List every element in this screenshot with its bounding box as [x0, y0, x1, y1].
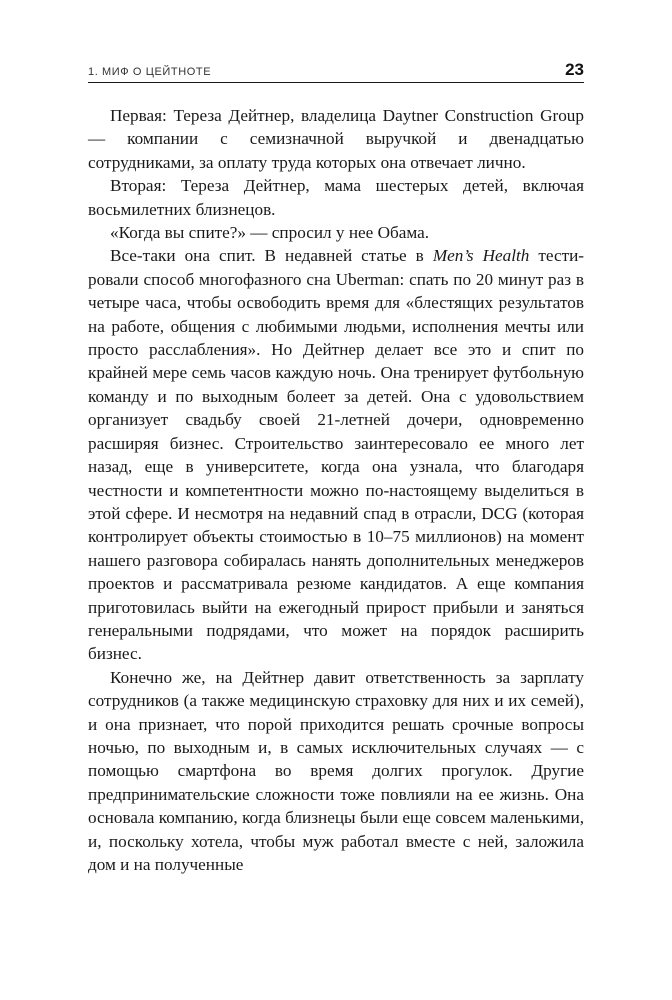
paragraph	[88, 244, 584, 665]
page-number: 23	[565, 60, 584, 79]
paragraph	[88, 174, 584, 221]
paragraph	[88, 666, 584, 877]
paragraph	[88, 221, 584, 244]
body-text	[88, 104, 584, 876]
paragraph-text: Конечно же, на Дейтнер давит ответственность за зарплату сотрудников (а также медицинскую страховку для них и их семей), и она признает, что порой приходится решать срочные вопросы ночью, по выходным и, в самых исключительных случаях — с помощью смартфона во время долгих прогулок. Другие предпринимательские сложности тоже повлияли на ее жизнь. Она основала компанию, когда близнецы были еще совсем маленькими, и, поскольку хотела, чтобы муж работал вместе с ней, заложила дом и на полученные	[88, 667, 584, 874]
chapter-title: 1. МИФ О ЦЕЙТНОТЕ	[88, 66, 212, 78]
paragraph-text: Вторая: Тереза Дейтнер, мама шестерых детей, включая восьмилетних близнецов.	[88, 176, 584, 219]
paragraph-text: тестировали способ многофазного сна Uberman: спать по 20 минут раз в четыре часа, чтобы освободить время для «блестящих результатов на работе, общения с любимыми людьми, исполнения мечты или просто расслабления». Но Дейтнер делает все это и спит по крайней мере семь часов каждую ночь. Она тренирует футбольную команду и по выходным болеет за детей. Она с удовольствием организует свадьбу своей 21-летней дочери, одновременно расширяя бизнес. Строительство заинтересовало ее много лет назад, еще в университете, когда она узнала, что благодаря честности и компетентности можно по-настоящему выделиться в этой сфере. И несмотря на недавний спад в отрасли, DCG (которая контролирует объекты стоимостью в 10–75 миллионов) на момент нашего разговора собиралась нанять дополнительных менеджеров проектов и рассматривала резюме кандидатов. А еще компания приготовилась выйти на ежегодный прирост прибыли и заняться генеральными подрядами, что может на порядок расширить бизнес.	[88, 246, 585, 664]
magazine-title: Men’s Health	[432, 246, 530, 266]
paragraph-text: «Когда вы спите?» — спросил у нее Обама.	[110, 223, 430, 243]
paragraph-text: Все-таки она спит. В недавней статье в	[110, 246, 433, 266]
running-header	[88, 58, 584, 83]
paragraph	[88, 104, 584, 174]
paragraph-text: Первая: Тереза Дейтнер, владелица Daytner Construction Group — компании с семизначной выручкой и двенадцатью сотрудниками, за оплату труда которых она отвечает лично.	[88, 106, 584, 172]
